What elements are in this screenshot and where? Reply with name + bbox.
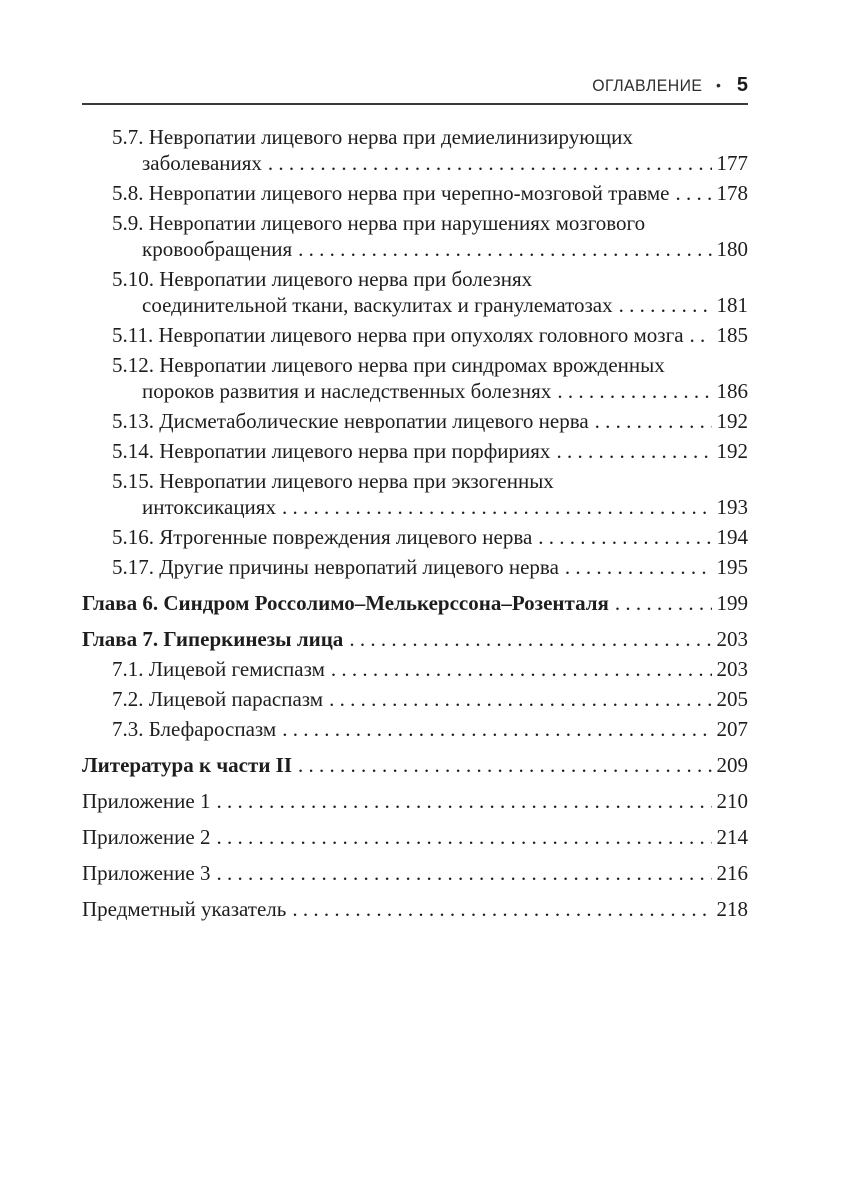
dot-leader bbox=[615, 590, 712, 616]
toc-entry bbox=[82, 554, 748, 580]
toc-entry-text: 5.16. Ятрогенные повреждения лицевого нерва bbox=[112, 525, 533, 549]
toc-entry-line bbox=[82, 788, 748, 814]
toc-entry-text: Глава 6. Синдром Россолимо–Мелькерссона–Розенталя bbox=[82, 591, 609, 615]
toc-entry-line bbox=[82, 626, 748, 652]
toc-page-number: 216 bbox=[716, 861, 748, 885]
dot-leader bbox=[282, 716, 711, 742]
toc-entry-text: 5.13. Дисметаболические невропатии лицевого нерва bbox=[112, 409, 589, 433]
toc-entry bbox=[82, 716, 748, 742]
dot-leader bbox=[292, 896, 711, 922]
dot-leader bbox=[331, 656, 712, 682]
toc-page-number: 193 bbox=[716, 495, 748, 519]
toc-entry-text: 5.17. Другие причины невропатий лицевого нерва bbox=[112, 555, 559, 579]
toc-entry-text: 7.2. Лицевой параспазм bbox=[112, 687, 324, 711]
toc-entry bbox=[82, 896, 748, 922]
toc-entry-text: 5.11. Невропатии лицевого нерва при опухолях головного мозга bbox=[112, 323, 684, 347]
dot-leader bbox=[675, 180, 711, 206]
toc-entry-text: 5.12. Невропатии лицевого нерва при синдромах врожденных bbox=[112, 353, 665, 377]
toc-entry bbox=[82, 590, 748, 616]
toc-entry-line bbox=[112, 494, 748, 520]
toc-page-number: 177 bbox=[716, 151, 748, 175]
dot-leader bbox=[565, 554, 712, 580]
toc-entry bbox=[82, 524, 748, 550]
toc-entry-line bbox=[112, 236, 748, 262]
toc-entry-line bbox=[82, 590, 748, 616]
toc-entry-text: Предметный указатель bbox=[82, 897, 287, 921]
toc-entry bbox=[82, 124, 748, 176]
toc-list bbox=[82, 124, 748, 922]
toc-entry bbox=[82, 408, 748, 434]
toc-entry-text: заболеваниях bbox=[142, 151, 262, 175]
toc-page-number: 210 bbox=[716, 789, 748, 813]
toc-page-number: 205 bbox=[716, 687, 748, 711]
toc-entry bbox=[82, 266, 748, 318]
toc-entry bbox=[82, 686, 748, 712]
toc-page-number: 195 bbox=[716, 555, 748, 579]
toc-entry bbox=[82, 438, 748, 464]
header-page-number: 5 bbox=[736, 74, 748, 96]
dot-leader bbox=[538, 524, 711, 550]
toc-entry-text: Глава 7. Гиперкинезы лица bbox=[82, 627, 344, 651]
header-title: ОГЛАВЛЕНИЕ bbox=[591, 76, 702, 95]
toc-entry-text: 5.15. Невропатии лицевого нерва при экзогенных bbox=[112, 469, 554, 493]
toc-entry-line bbox=[82, 752, 748, 778]
header-bullet-icon: • bbox=[715, 77, 721, 93]
page-header bbox=[82, 74, 748, 97]
toc-page-number: 207 bbox=[716, 717, 748, 741]
toc-entry bbox=[82, 468, 748, 520]
toc-entry-text: Приложение 2 bbox=[82, 825, 211, 849]
toc-entry bbox=[82, 860, 748, 886]
dot-leader bbox=[216, 860, 711, 886]
toc-page-number: 192 bbox=[716, 439, 748, 463]
toc-entry-line bbox=[82, 824, 748, 850]
toc-page-number: 192 bbox=[716, 409, 748, 433]
toc-entry-text: 7.1. Лицевой гемиспазм bbox=[112, 657, 325, 681]
toc-entry bbox=[82, 752, 748, 778]
toc-entry-text: 5.9. Невропатии лицевого нерва при нарушениях мозгового bbox=[112, 211, 646, 235]
toc-entry-text: 5.8. Невропатии лицевого нерва при черепно-мозговой травме bbox=[112, 181, 670, 205]
toc-page-number: 178 bbox=[716, 181, 748, 205]
toc-page-number: 209 bbox=[716, 753, 748, 777]
toc-page-number: 186 bbox=[716, 379, 748, 403]
toc-entry-line bbox=[82, 860, 748, 886]
toc-entry-line bbox=[112, 292, 748, 318]
toc-entry bbox=[82, 656, 748, 682]
toc-page-number: 185 bbox=[716, 323, 748, 347]
toc-page-number: 203 bbox=[716, 627, 748, 651]
toc-entry-text: интоксикациях bbox=[142, 495, 276, 519]
toc-entry-line bbox=[112, 716, 748, 742]
dot-leader bbox=[557, 378, 711, 404]
toc-entry-line bbox=[112, 554, 748, 580]
dot-leader bbox=[349, 626, 711, 652]
toc-entry-text: соединительной ткани, васкулитах и гранулематозах bbox=[142, 293, 613, 317]
dot-leader bbox=[298, 752, 711, 778]
dot-leader bbox=[282, 494, 712, 520]
toc-entry-line bbox=[112, 656, 748, 682]
toc-page-number: 194 bbox=[716, 525, 748, 549]
dot-leader bbox=[556, 438, 711, 464]
toc-page-number: 199 bbox=[716, 591, 748, 615]
toc-entry-line bbox=[112, 322, 748, 348]
toc-entry-text: Приложение 1 bbox=[82, 789, 211, 813]
toc-entry bbox=[82, 626, 748, 652]
toc-entry bbox=[82, 824, 748, 850]
toc-page-number: 180 bbox=[716, 237, 748, 261]
toc-entry bbox=[82, 788, 748, 814]
toc-entry-line bbox=[112, 524, 748, 550]
toc-entry-line bbox=[112, 180, 748, 206]
toc-entry-line bbox=[112, 438, 748, 464]
toc-entry-line bbox=[112, 408, 748, 434]
dot-leader bbox=[268, 150, 712, 176]
dot-leader bbox=[595, 408, 712, 434]
toc-entry-text: Приложение 3 bbox=[82, 861, 211, 885]
toc-entry bbox=[82, 180, 748, 206]
toc-entry-text: кровообращения bbox=[142, 237, 293, 261]
toc-entry-text: пороков развития и наследственных болезнях bbox=[142, 379, 552, 403]
dot-leader bbox=[216, 788, 711, 814]
toc-page-number: 218 bbox=[716, 897, 748, 921]
toc-entry-text: 5.14. Невропатии лицевого нерва при порфириях bbox=[112, 439, 551, 463]
dot-leader bbox=[216, 824, 711, 850]
toc-entry-text: 5.7. Невропатии лицевого нерва при демиелинизирующих bbox=[112, 125, 633, 149]
dot-leader bbox=[298, 236, 711, 262]
toc-page-number: 214 bbox=[716, 825, 748, 849]
toc-entry-text: 5.10. Невропатии лицевого нерва при болезнях bbox=[112, 267, 533, 291]
dot-leader bbox=[619, 292, 712, 318]
dot-leader bbox=[690, 322, 712, 348]
header-rule bbox=[82, 103, 748, 105]
toc-entry bbox=[82, 322, 748, 348]
toc-entry-line bbox=[82, 896, 748, 922]
toc-page-number: 203 bbox=[716, 657, 748, 681]
toc-entry-text: 7.3. Блефароспазм bbox=[112, 717, 277, 741]
toc-page-number: 181 bbox=[716, 293, 748, 317]
toc-entry bbox=[82, 210, 748, 262]
toc-entry bbox=[82, 352, 748, 404]
toc-entry-line bbox=[112, 150, 748, 176]
toc-entry-line bbox=[112, 686, 748, 712]
dot-leader bbox=[329, 686, 711, 712]
toc-entry-line bbox=[112, 378, 748, 404]
toc-entry-text: Литература к части II bbox=[82, 753, 293, 777]
